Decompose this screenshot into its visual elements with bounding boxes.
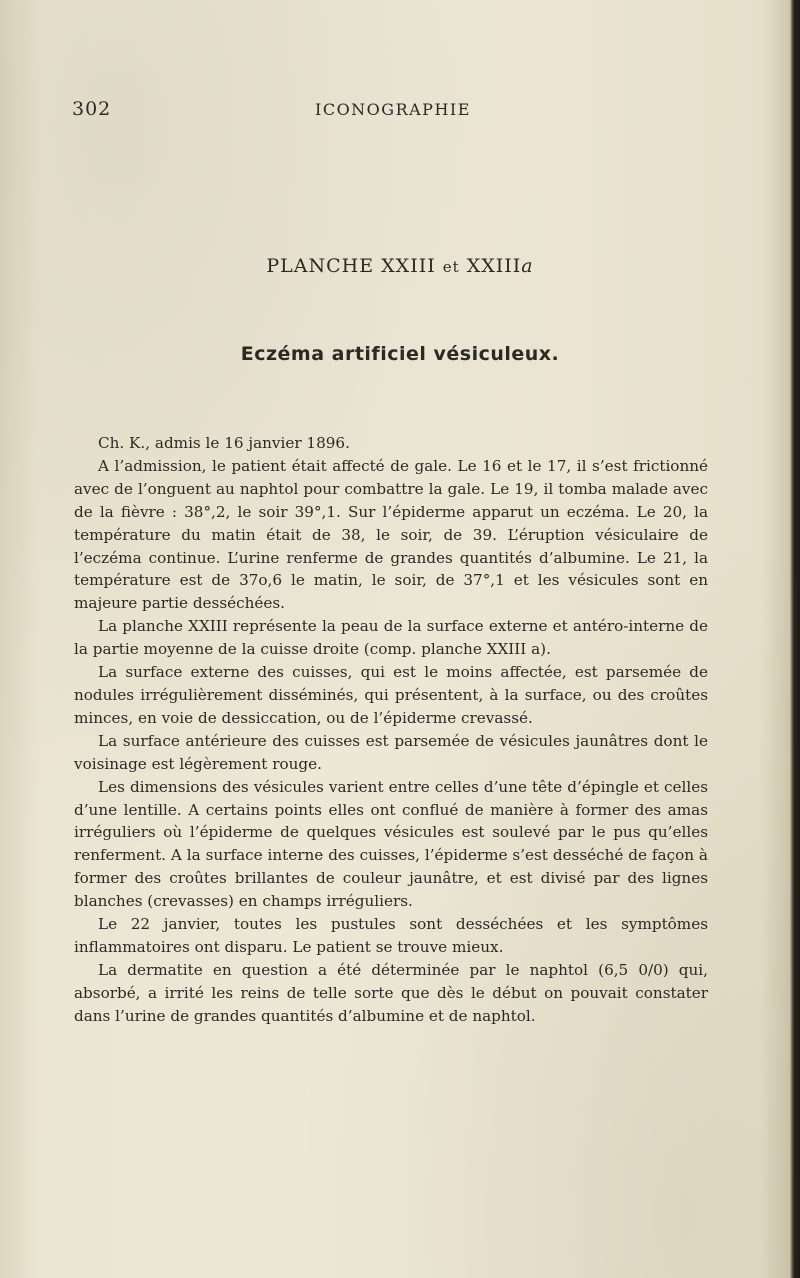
subject-title: Eczéma artificiel vésiculeux. (240, 343, 560, 365)
paragraph-recovery: Le 22 janvier, toutes les pustules sont desséchées et les symptômes inflammatoires ont disparu. Le patient se trouve mieux. (74, 915, 708, 956)
plate-title-suffix: a (521, 255, 534, 277)
page-edge-shadow (790, 0, 800, 1278)
paragraph-external-surface: La surface externe des cuisses, qui est le moins affectée, est parsemée de nodules irrégulièrement disséminés, qui présentent, à la surface, ou des croûtes minces, en voie de dessiccation, ou de l’épiderme crevassé. (74, 663, 708, 727)
plate-title-main: PLANCHE XXIII (266, 255, 436, 277)
page-number: 302 (72, 98, 112, 120)
plate-title (0, 255, 800, 277)
paragraph-plate-description: La planche XXIII représente la peau de la surface externe et antéro-interne de la partie moyenne de la cuisse droite (comp. planche XXIII a). (74, 617, 708, 659)
running-head (72, 98, 710, 124)
plate-title-second: XXIII (466, 255, 522, 277)
paragraph-etiology: La dermatite en question a été déterminée par le naphtol (6,5 0/0) qui, absorbé, a irrité les reins de telle sorte que dès le début on pouvait constater dans l’urine de grandes quantités d’albumine et de naphtol. (74, 960, 708, 1025)
paragraph-anterior-surface: La surface antérieure des cuisses est parsemée de vésicules jaunâtres dont le voisinage est légèrement rouge. (74, 731, 708, 773)
body-text (74, 432, 708, 1028)
paragraph-vesicle-dimensions: Les dimensions des vésicules varient entre celles d’une tête d’épingle et celles d’une lentille. A certains points elles ont conflué de manière à former des amas irréguliers où l’épiderme de quelques vésicules est soulevé par le pus qu’elles renferment. A la surface interne des cuisses, l’épiderme s’est desséché de façon à former des croûtes brillantes de couleur jaunâtre, et est divisé par des lignes blanches (crevasses) en champs irréguliers. (74, 777, 708, 911)
paragraph-clinical-history: A l’admission, le patient était affecté de gale. Le 16 et le 17, il s’est frictionné avec de l’onguent au naphtol pour combattre la gale. Le 19, il tomba malade avec de la fièvre : 38°,2, le soir 39°,1. Sur l’épiderme apparut un eczéma. Le 20, la température du matin était de 38, le soir, de 39. L’éruption vésiculaire de l’eczéma continue. L’urine renferme de grandes quantités d’albumine. Le 21, la température est de 37o,6 le matin, le soir, de 37°,1 et les vésicules sont en majeure partie desséchées. (74, 456, 708, 613)
paragraph-patient-admission: Ch. K., admis le 16 janvier 1896. (98, 434, 350, 452)
running-title: ICONOGRAPHIE (315, 100, 471, 119)
plate-title-conjunction: et (442, 258, 460, 276)
